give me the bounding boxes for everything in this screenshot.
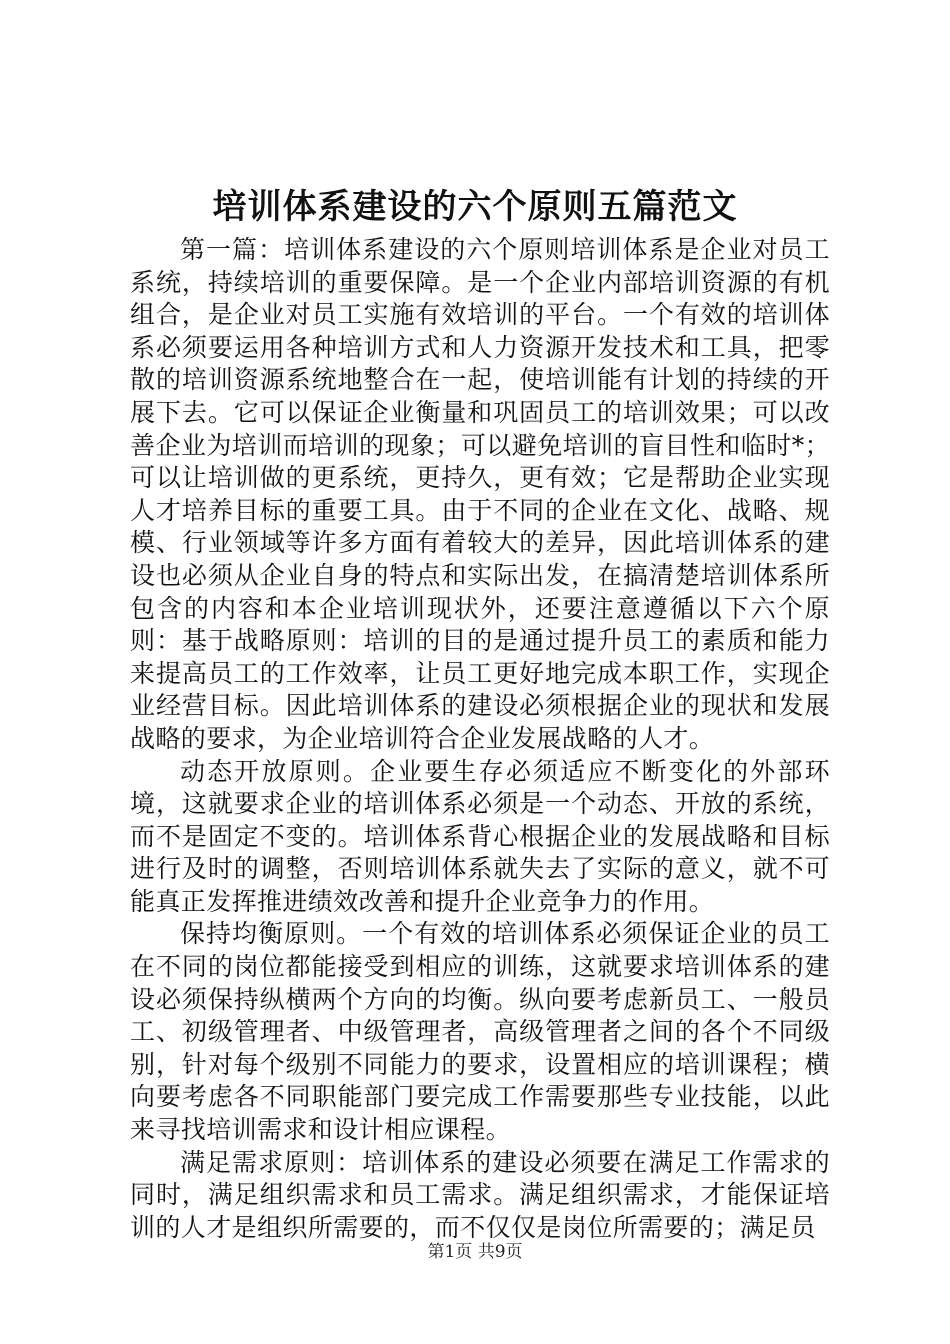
paragraph: 保持均衡原则。一个有效的培训体系必须保证企业的员工在不同的岗位都能接受到相应的训练，这就要求培训体系的建设必须保持纵横两个方向的均衡。纵向要考虑新员工、一般员工、初级管理者、中级管理者，高级管理者之间的各个不同级别，针对每个级别不同能力的要求，设置相应的培训课程；横向要考虑各不同职能部门要完成工作需要那些专业技能，以此来寻找培训需求和设计相应课程。 — [130, 919, 830, 1145]
paragraph: 满足需求原则：培训体系的建设必须要在满足工作需求的同时，满足组织需求和员工需求。满足组织需求，才能保证培训的人才是组织所需要的，而不仅仅是岗位所需要的；满足员 — [130, 1147, 830, 1242]
document-body — [130, 234, 830, 1244]
document-title: 培训体系建设的六个原则五篇范文 — [212, 187, 738, 227]
page-number-footer: 第1页 共9页 — [427, 1242, 523, 1262]
paragraph: 动态开放原则。企业要生存必须适应不断变化的外部环境，这就要求企业的培训体系必须是一个动态、开放的系统，而不是固定不变的。培训体系背心根据企业的发展战略和目标进行及时的调整，否则培训体系就失去了实际的意义，就不可能真正发挥推进绩效改善和提升企业竞争力的作用。 — [130, 756, 830, 916]
paragraph: 第一篇：培训体系建设的六个原则培训体系是企业对员工系统，持续培训的重要保障。是一个企业内部培训资源的有机组合，是企业对员工实施有效培训的平台。一个有效的培训体系必须要运用各种培训方式和人力资源开发技术和工具，把零散的培训资源系统地整合在一起，使培训能有计划的持续的开展下去。它可以保证企业衡量和巩固员工的培训效果；可以改善企业为培训而培训的现象；可以避免培训的盲目性和临时*；可以让培训做的更系统，更持久，更有效；它是帮助企业实现人才培养目标的重要工具。由于不同的企业在文化、战略、规模、行业领域等许多方面有着较大的差异，因此培训体系的建设也必须从企业自身的特点和实际出发，在搞清楚培训体系所包含的内容和本企业培训现状外，还要注意遵循以下六个原则：基于战略原则：培训的目的是通过提升员工的素质和能力来提高员工的工作效率，让员工更好地完成本职工作，实现企业经营目标。因此培训体系的建设必须根据企业的现状和发展战略的要求，为企业培训符合企业发展战略的人才。 — [130, 235, 830, 753]
